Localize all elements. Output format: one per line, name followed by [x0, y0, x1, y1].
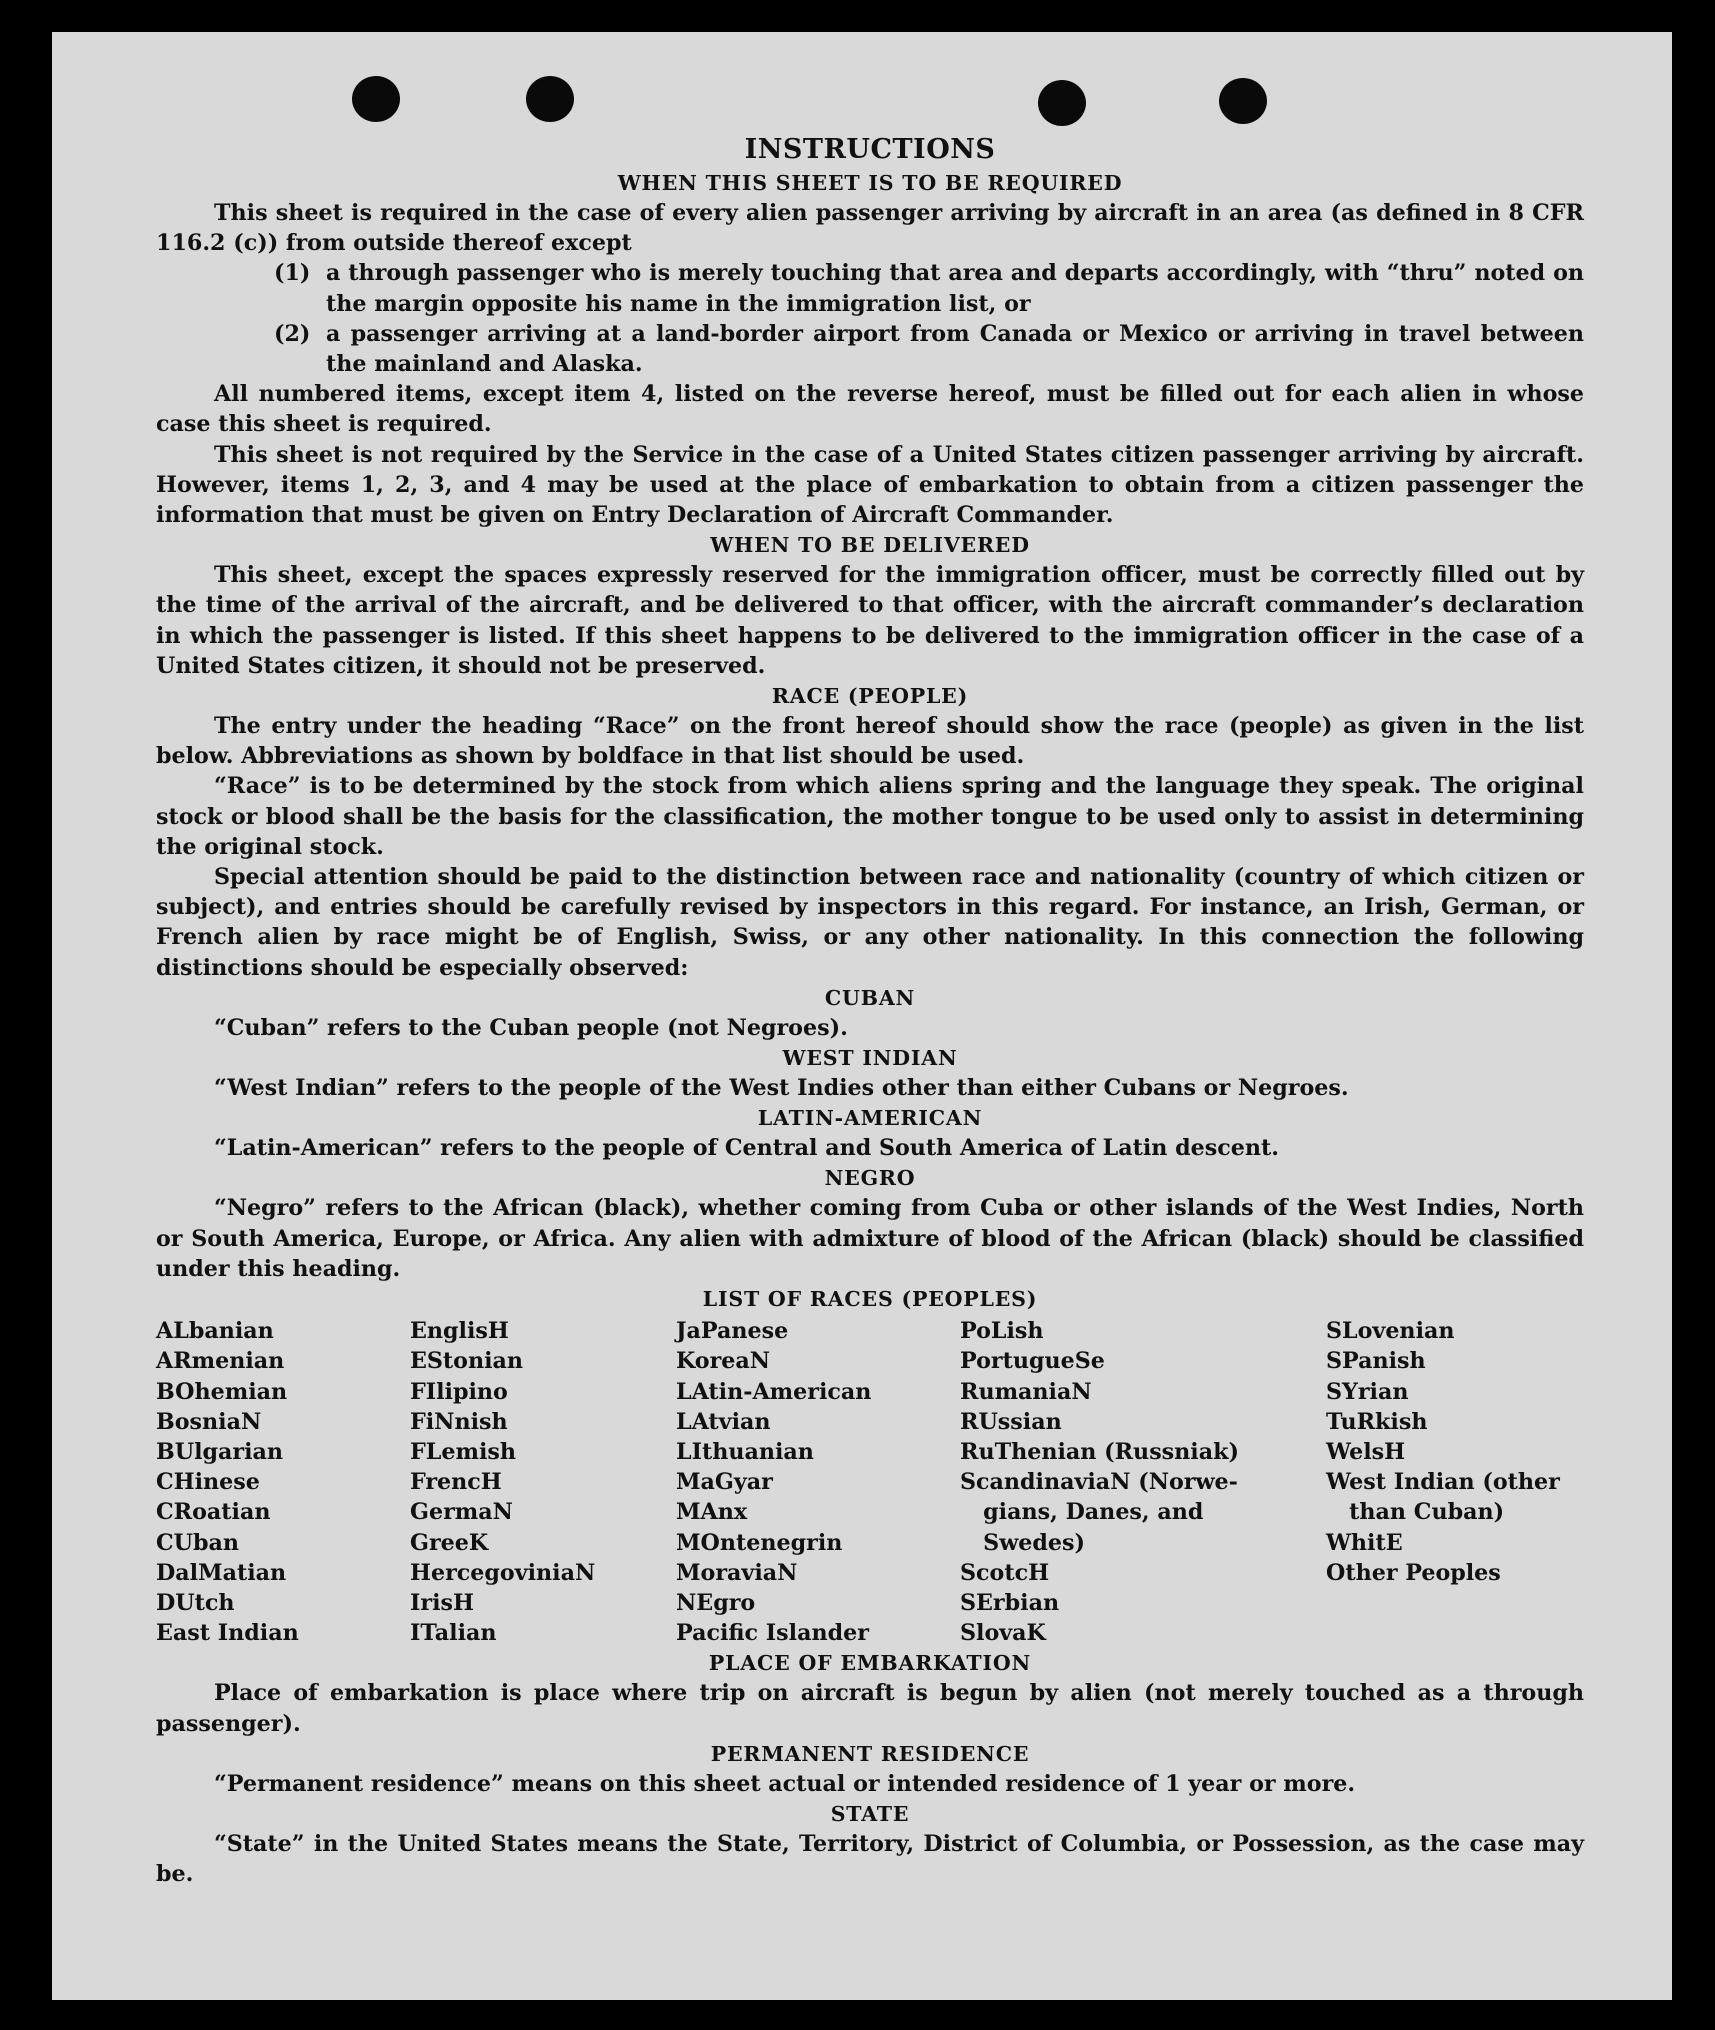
race-entry: LAtin-American: [676, 1378, 872, 1405]
race-entry: TuRkish: [1326, 1408, 1428, 1435]
exception-item: [274, 319, 1584, 379]
races-column: [960, 1316, 1326, 1648]
race-entry: ScandinaviaN (Norwe-: [960, 1469, 1238, 1496]
races-column: [410, 1316, 676, 1648]
instructions-body: [156, 132, 1584, 1889]
state-text: “State” in the United States means the State, Territory, District of Columbia, or Possession, as the case may be.: [156, 1830, 1584, 1888]
race-entry: GermaN: [410, 1499, 513, 1526]
section-heading-races-list: LIST OF RACES (PEOPLES): [702, 1287, 1038, 1312]
race-entry: JaPanese: [676, 1318, 789, 1345]
item-number: (1): [274, 260, 311, 287]
race-entry: CUban: [156, 1529, 240, 1556]
west-indian-text: “West Indian” refers to the people of the West Indies other than either Cubans or Negroes.: [214, 1075, 1349, 1102]
latin-american-text: “Latin-American” refers to the people of Central and South America of Latin descent.: [214, 1135, 1279, 1162]
race-entry: KoreaN: [676, 1348, 771, 1375]
race-para-2: “Race” is to be determined by the stock from which aliens spring and the language they speak. The original stock or blood shall be the basis for the classification, the mother tongue to be used only to assist in determining the original stock.: [156, 773, 1584, 860]
races-column: [156, 1316, 410, 1648]
negro-text: “Negro” refers to the African (black), whether coming from Cuba or other islands of the West Indies, North or South America, Europe, or Africa. Any alien with admixture of blood of the African (black) should be classified under this heading.: [156, 1195, 1584, 1282]
race-entry: PortugueSe: [960, 1348, 1105, 1375]
section-heading-embarkation: PLACE OF EMBARKATION: [708, 1651, 1032, 1676]
race-entry: HercegoviniaN: [410, 1559, 596, 1586]
race-entry: FrencH: [410, 1469, 502, 1496]
races-column: [1326, 1316, 1584, 1648]
required-para-2: All numbered items, except item 4, listed on the reverse hereof, must be filled out for each alien in whose case this sheet is required.: [156, 381, 1584, 438]
section-heading-residence: PERMANENT RESIDENCE: [710, 1741, 1030, 1766]
race-entry: MAnx: [676, 1499, 748, 1526]
document-page: [52, 32, 1672, 2000]
race-entry: DalMatian: [156, 1559, 287, 1586]
race-entry: FiNnish: [410, 1408, 508, 1435]
race-entry: SLovenian: [1326, 1318, 1455, 1345]
race-entry: WelsH: [1326, 1438, 1406, 1465]
punch-hole: [1038, 80, 1086, 126]
race-entry: SErbian: [960, 1589, 1060, 1616]
race-entry: West Indian (other: [1326, 1469, 1560, 1496]
race-entry: NEgro: [676, 1589, 756, 1616]
race-entry: BOhemian: [156, 1378, 288, 1405]
page-title: INSTRUCTIONS: [744, 134, 996, 165]
race-entry: Other Peoples: [1326, 1559, 1501, 1586]
item-text: a passenger arriving at a land-border airport from Canada or Mexico or arriving in travel between the mainland and Alaska.: [326, 320, 1584, 378]
race-entry: ScotcH: [960, 1559, 1050, 1586]
race-entry: ARmenian: [156, 1348, 285, 1375]
residence-text: “Permanent residence” means on this sheet actual or intended residence of 1 year or more.: [214, 1770, 1356, 1797]
race-entry: MaGyar: [676, 1469, 773, 1496]
exception-item: [274, 258, 1584, 318]
section-heading-race: RACE (PEOPLE): [771, 684, 969, 709]
punch-hole: [352, 76, 400, 122]
race-entry: EStonian: [410, 1348, 524, 1375]
section-heading-required: WHEN THIS SHEET IS TO BE REQUIRED: [617, 171, 1123, 195]
race-entry: Swedes): [960, 1529, 1086, 1556]
race-entry: IrisH: [410, 1589, 474, 1616]
embarkation-text: Place of embarkation is place where trip on aircraft is begun by alien (not merely touched as a through passenger).: [156, 1680, 1584, 1737]
item-number: (2): [274, 320, 311, 347]
race-entry: CRoatian: [156, 1499, 271, 1526]
race-entry: SPanish: [1326, 1348, 1426, 1375]
race-entry: MOntenegrin: [676, 1529, 843, 1556]
race-entry: ITalian: [410, 1620, 497, 1647]
race-entry: RUssian: [960, 1408, 1062, 1435]
race-entry: MoraviaN: [676, 1559, 798, 1586]
section-heading-negro: NEGRO: [824, 1166, 916, 1191]
race-entry: gians, Danes, and: [960, 1499, 1204, 1526]
delivered-text: This sheet, except the spaces expressly reserved for the immigration officer, must be correctly filled out by the time of the arrival of the aircraft, and be delivered to that officer, with the aircraft commander’s declaration in which the passenger is listed. If this sheet happens to be delivered to the immigration officer in the case of a United States citizen, it should not be preserved.: [156, 562, 1584, 679]
race-entry: FLemish: [410, 1438, 516, 1465]
race-entry: EnglisH: [410, 1318, 509, 1345]
race-entry: BUlgarian: [156, 1438, 284, 1465]
race-entry: GreeK: [410, 1529, 489, 1556]
punch-hole: [1219, 78, 1267, 124]
section-heading-west-indian: WEST INDIAN: [782, 1046, 958, 1071]
race-entry: RuThenian (Russniak): [960, 1438, 1239, 1465]
race-entry: DUtch: [156, 1589, 235, 1616]
race-entry: than Cuban): [1326, 1499, 1505, 1526]
race-para-3: Special attention should be paid to the distinction between race and nationality (country of which citizen or subject), and entries should be carefully revised by inspectors in this regard. For instance, an Irish, German, or French alien by race might be of English, Swiss, or any other nationality. In this connection the following distinctions should be especially observed:: [156, 864, 1584, 981]
race-entry: RumaniaN: [960, 1378, 1092, 1405]
races-column: [676, 1316, 960, 1648]
race-entry: CHinese: [156, 1469, 260, 1496]
race-entry: WhitE: [1326, 1529, 1403, 1556]
race-entry: East Indian: [156, 1620, 299, 1647]
section-heading-cuban: CUBAN: [824, 985, 916, 1010]
cuban-text: “Cuban” refers to the Cuban people (not Negroes).: [214, 1014, 848, 1041]
item-text: a through passenger who is merely touching that area and departs accordingly, with “thru” noted on the margin opposite his name in the immigration list, or: [326, 260, 1584, 317]
section-heading-state: STATE: [830, 1801, 910, 1826]
section-heading-latin-american: LATIN-AMERICAN: [757, 1106, 983, 1131]
punch-hole: [526, 76, 574, 122]
required-para-3: This sheet is not required by the Service in the case of a United States citizen passenger arriving by aircraft. However, items 1, 2, 3, and 4 may be used at the place of embarkation to obtain from a citizen passenger the information that must be given on Entry Declaration of Aircraft Commander.: [156, 441, 1584, 529]
race-entry: ALbanian: [156, 1318, 274, 1345]
race-entry: BosniaN: [156, 1408, 262, 1435]
race-entry: SYrian: [1326, 1378, 1409, 1405]
race-para-1: The entry under the heading “Race” on the front hereof should show the race (people) as given in the list below. Abbreviations as shown by boldface in that list should be used.: [156, 713, 1584, 770]
race-entry: FIlipino: [410, 1378, 508, 1405]
required-intro: This sheet is required in the case of every alien passenger arriving by aircraft in an area (as defined in 8 CFR 116.2 (c)) from outside thereof except: [156, 200, 1584, 257]
race-entry: LIthuanian: [676, 1438, 814, 1465]
race-entry: PoLish: [960, 1318, 1044, 1345]
race-entry: Pacific Islander: [676, 1620, 869, 1647]
race-entry: SlovaK: [960, 1620, 1046, 1647]
races-list: [156, 1316, 1584, 1648]
race-entry: LAtvian: [676, 1408, 771, 1435]
section-heading-delivered: WHEN TO BE DELIVERED: [710, 533, 1030, 558]
